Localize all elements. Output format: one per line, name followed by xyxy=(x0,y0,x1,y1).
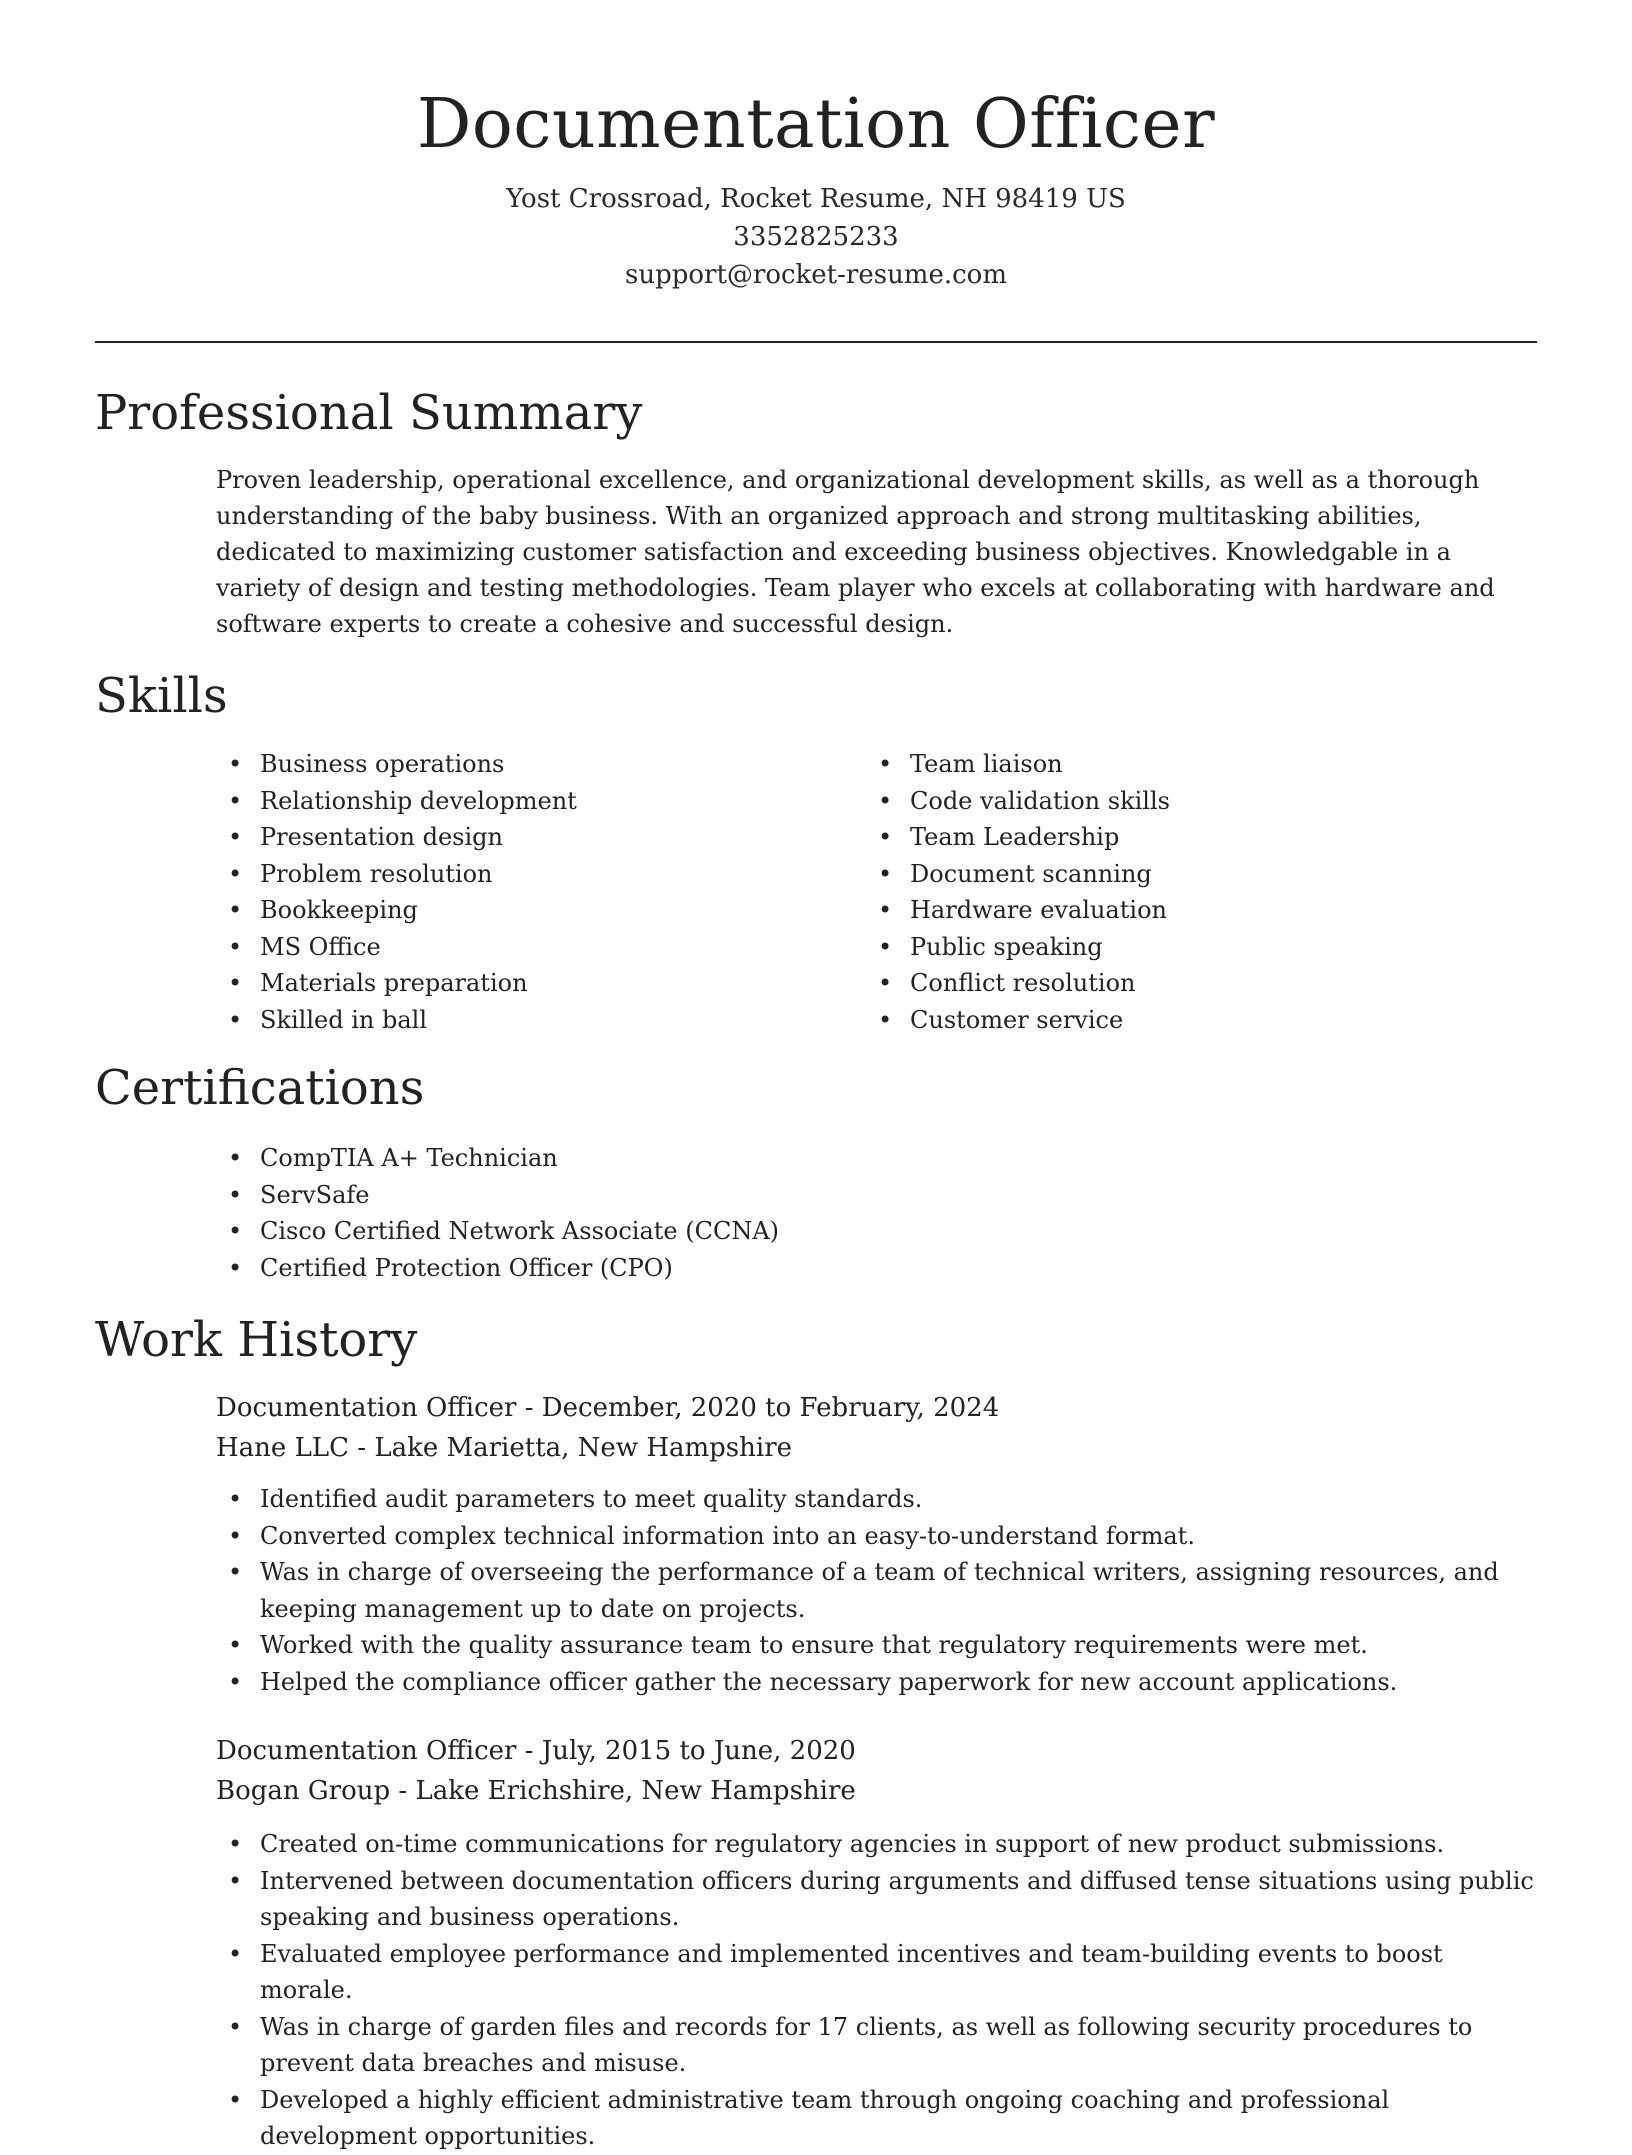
job-employer-line: Hane LLC - Lake Marietta, New Hampshire xyxy=(216,1433,793,1463)
list-item: • Team liaison xyxy=(866,746,1506,783)
list-item: • Document scanning xyxy=(866,856,1506,893)
list-item: • Converted complex technical information into an easy-to-understand format. xyxy=(216,1518,1536,1555)
contact-email: support@rocket-resume.com xyxy=(624,260,1007,290)
list-item: • Customer service xyxy=(866,1002,1506,1039)
list-item: • Identified audit parameters to meet quality standards. xyxy=(216,1481,1536,1518)
certifications-list xyxy=(216,1140,1516,1286)
skills-heading: Skills xyxy=(95,668,228,724)
job-employer-line: Bogan Group - Lake Erichshire, New Hampshire xyxy=(216,1776,856,1806)
contact-info xyxy=(0,180,1632,294)
work-history-heading: Work History xyxy=(95,1312,418,1368)
list-item: • MS Office xyxy=(216,929,856,966)
job-role: Documentation Officer xyxy=(216,1736,517,1766)
certifications-heading: Certifications xyxy=(95,1060,425,1116)
list-item: • Public speaking xyxy=(866,929,1506,966)
candidate-name: Documentation Officer xyxy=(416,85,1216,164)
job-role: Documentation Officer xyxy=(216,1393,517,1423)
resume-header xyxy=(0,80,1632,294)
skills-list-left xyxy=(216,746,856,1038)
header-divider xyxy=(95,341,1537,343)
job-bullets xyxy=(216,1826,1536,2155)
list-item: • Skilled in ball xyxy=(216,1002,856,1039)
job-company: Hane LLC xyxy=(216,1433,349,1463)
summary-heading: Professional Summary xyxy=(95,385,643,441)
job-location: Lake Erichshire, New Hampshire xyxy=(415,1776,856,1806)
list-item: • Hardware evaluation xyxy=(866,892,1506,929)
job-company: Bogan Group xyxy=(216,1776,391,1806)
list-item: • Conflict resolution xyxy=(866,965,1506,1002)
list-item: • Developed a highly efficient administrative team through ongoing coaching and professional development opportunities. xyxy=(216,2082,1536,2155)
list-item: • Certified Protection Officer (CPO) xyxy=(216,1250,1516,1287)
list-item: • Problem resolution xyxy=(216,856,856,893)
list-item: • CompTIA A+ Technician xyxy=(216,1140,1516,1177)
list-item: • ServSafe xyxy=(216,1177,1516,1214)
contact-phone: 3352825233 xyxy=(733,222,899,252)
list-item: • Bookkeeping xyxy=(216,892,856,929)
list-item: • Created on-time communications for regulatory agencies in support of new product submissions. xyxy=(216,1826,1536,1863)
summary-text: Proven leadership, operational excellence, and organizational development skills, as well as a thorough understanding of the baby business. With an organized approach and strong multitasking abilities, dedicated to maximizing customer satisfaction and exceeding business objectives. Knowledgable in a variety of design and testing methodologies. Team player who excels at collaborating with hardware and software experts to create a cohesive and successful design. xyxy=(216,466,1495,638)
job-location: Lake Marietta, New Hampshire xyxy=(374,1433,793,1463)
list-item: • Presentation design xyxy=(216,819,856,856)
list-item: • Was in charge of overseeing the performance of a team of technical writers, assigning resources, and keeping management up to date on projects. xyxy=(216,1554,1536,1627)
job-dates: December, 2020 to February, 2024 xyxy=(541,1393,1000,1423)
list-item: • Relationship development xyxy=(216,783,856,820)
list-item: • Materials preparation xyxy=(216,965,856,1002)
skills-list-right xyxy=(866,746,1506,1038)
list-item: • Cisco Certified Network Associate (CCNA) xyxy=(216,1213,1516,1250)
list-item: • Evaluated employee performance and implemented incentives and team-building events to boost morale. xyxy=(216,1936,1536,2009)
list-item: • Worked with the quality assurance team to ensure that regulatory requirements were met. xyxy=(216,1627,1536,1664)
list-item: • Helped the compliance officer gather the necessary paperwork for new account applications. xyxy=(216,1664,1536,1701)
job-bullets xyxy=(216,1481,1536,1700)
job-dates: July, 2015 to June, 2020 xyxy=(541,1736,856,1766)
contact-address: Yost Crossroad, Rocket Resume, NH 98419 US xyxy=(506,184,1126,214)
list-item: • Business operations xyxy=(216,746,856,783)
list-item: • Intervened between documentation officers during arguments and diffused tense situations using public speaking and business operations. xyxy=(216,1863,1536,1936)
job-title-line: Documentation Officer - December, 2020 to February, 2024 xyxy=(216,1393,1000,1423)
job-title-line: Documentation Officer - July, 2015 to June, 2020 xyxy=(216,1736,856,1766)
list-item: • Code validation skills xyxy=(866,783,1506,820)
list-item: • Team Leadership xyxy=(866,819,1506,856)
list-item: • Was in charge of garden files and records for 17 clients, as well as following security procedures to prevent data breaches and misuse. xyxy=(216,2009,1536,2082)
